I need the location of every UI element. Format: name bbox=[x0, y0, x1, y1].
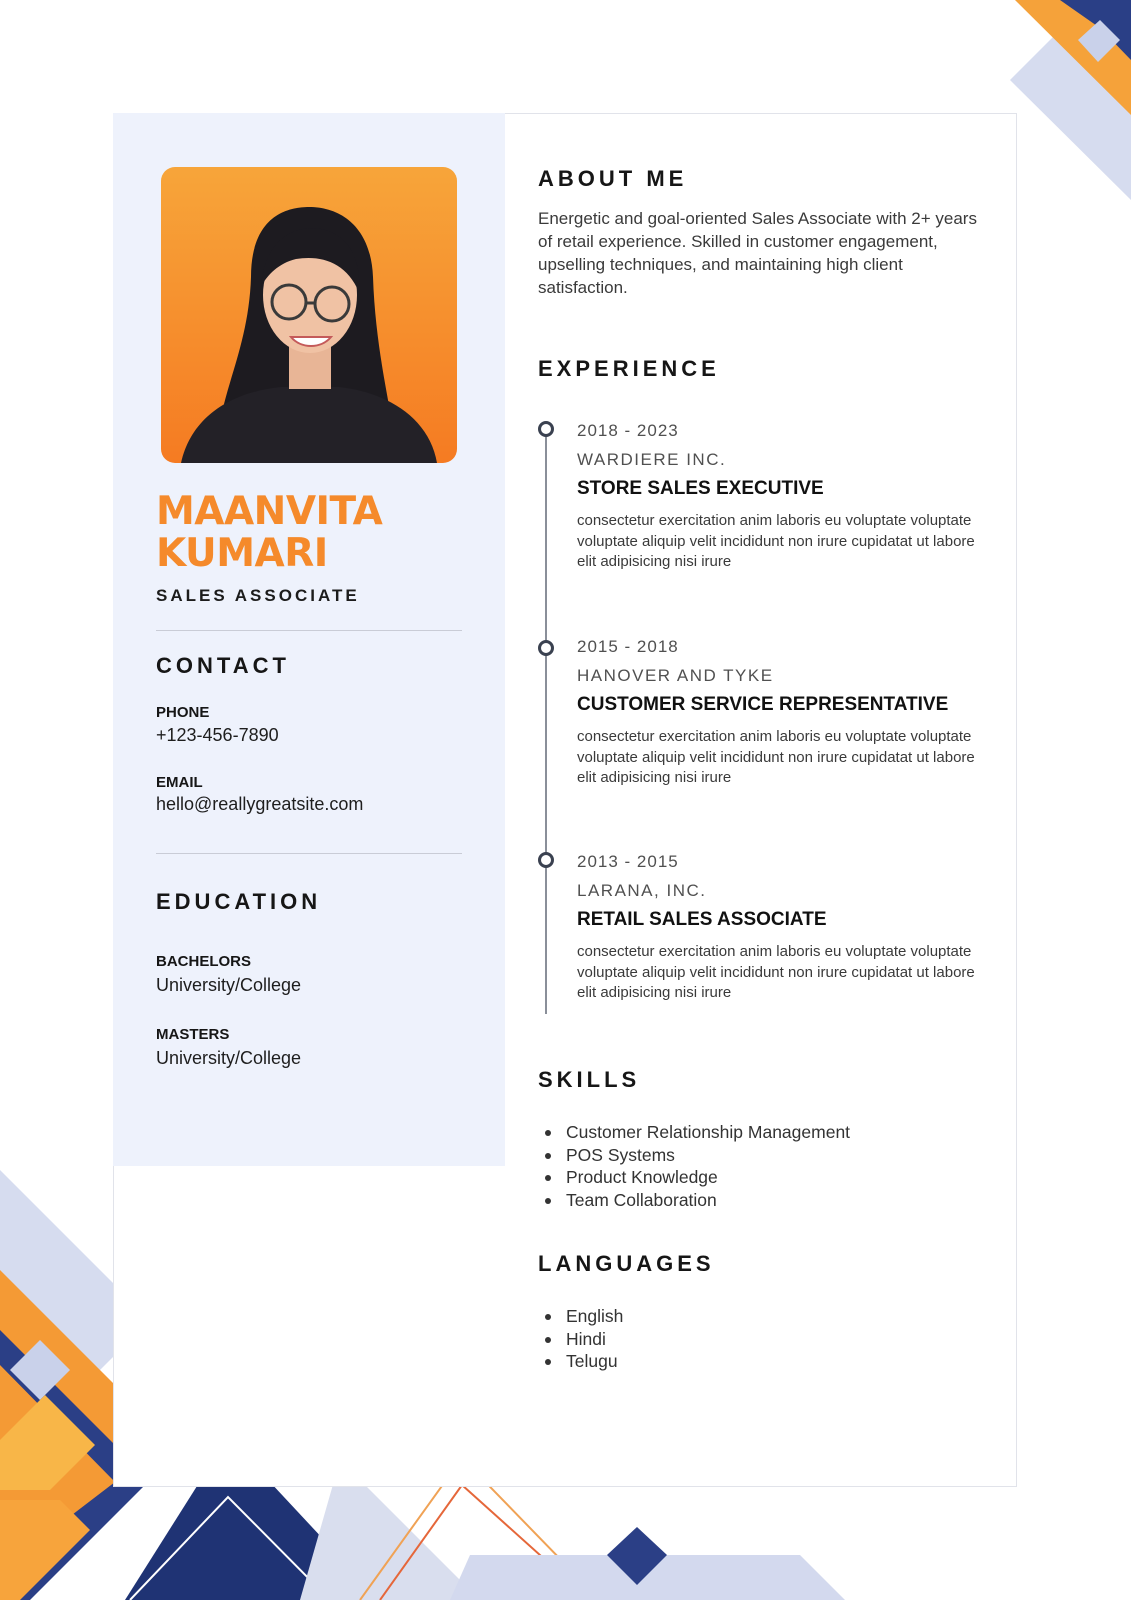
experience-item bbox=[577, 420, 997, 573]
list-item: Telugu bbox=[543, 1350, 623, 1373]
divider bbox=[156, 630, 462, 631]
education-degree: BACHELORS bbox=[156, 953, 252, 970]
sidebar bbox=[113, 113, 505, 1166]
timeline-line bbox=[545, 430, 547, 1014]
timeline-dot-icon bbox=[538, 852, 554, 868]
languages-list bbox=[543, 1305, 623, 1373]
experience-title: RETAIL SALES ASSOCIATE bbox=[577, 909, 827, 930]
divider bbox=[156, 853, 462, 854]
timeline-dot-icon bbox=[538, 421, 554, 437]
list-item: Customer Relationship Management bbox=[543, 1121, 850, 1144]
experience-years: 2013 - 2015 bbox=[577, 852, 679, 871]
person-portrait-icon bbox=[161, 167, 457, 463]
phone-label: PHONE bbox=[156, 704, 210, 721]
experience-title: STORE SALES EXECUTIVE bbox=[577, 478, 824, 499]
about-text: Energetic and goal-oriented Sales Associate with 2+ years of retail experience. Skilled in customer engagement, upselling techniques, and maintaining high client satisfaction. bbox=[538, 209, 977, 297]
phone-value: +123-456-7890 bbox=[156, 725, 279, 745]
job-role: SALES ASSOCIATE bbox=[156, 586, 360, 605]
skills-heading: SKILLS bbox=[538, 1067, 641, 1092]
experience-years: 2018 - 2023 bbox=[577, 421, 679, 440]
experience-company: WARDIERE INC. bbox=[577, 450, 727, 469]
full-name bbox=[156, 491, 496, 575]
email-value: hello@reallygreatsite.com bbox=[156, 794, 364, 814]
list-item: POS Systems bbox=[543, 1144, 850, 1167]
profile-photo bbox=[161, 167, 457, 463]
list-item: Hindi bbox=[543, 1328, 623, 1351]
languages-heading: LANGUAGES bbox=[538, 1251, 715, 1276]
experience-item bbox=[577, 851, 997, 1004]
experience-heading: EXPERIENCE bbox=[538, 356, 720, 381]
experience-description: consectetur exercitation anim laboris eu voluptate voluptate voluptate aliquip velit incididunt non irure cupidatat ut labore elit adipisicing nisi irure bbox=[577, 943, 975, 1001]
skills-list bbox=[543, 1121, 850, 1211]
contact-heading: CONTACT bbox=[156, 653, 290, 678]
last-name: KUMARI bbox=[156, 531, 328, 576]
experience-years: 2015 - 2018 bbox=[577, 637, 679, 656]
education-school: University/College bbox=[156, 1048, 302, 1068]
education-degree: MASTERS bbox=[156, 1026, 230, 1043]
experience-title: CUSTOMER SERVICE REPRESENTATIVE bbox=[577, 694, 949, 715]
timeline-dot-icon bbox=[538, 640, 554, 656]
list-item: English bbox=[543, 1305, 623, 1328]
experience-description: consectetur exercitation anim laboris eu voluptate voluptate voluptate aliquip velit incididunt non irure cupidatat ut labore elit adipisicing nisi irure bbox=[577, 728, 975, 786]
education-heading: EDUCATION bbox=[156, 889, 322, 914]
experience-item bbox=[577, 636, 997, 789]
experience-description: consectetur exercitation anim laboris eu voluptate voluptate voluptate aliquip velit incididunt non irure cupidatat ut labore elit adipisicing nisi irure bbox=[577, 512, 975, 570]
experience-company: HANOVER AND TYKE bbox=[577, 666, 774, 685]
list-item: Product Knowledge bbox=[543, 1166, 850, 1189]
education-school: University/College bbox=[156, 975, 302, 995]
about-heading: ABOUT ME bbox=[538, 166, 688, 191]
first-name: MAANVITA bbox=[156, 489, 383, 534]
email-label: EMAIL bbox=[156, 774, 203, 791]
list-item: Team Collaboration bbox=[543, 1189, 850, 1212]
experience-company: LARANA, INC. bbox=[577, 881, 707, 900]
